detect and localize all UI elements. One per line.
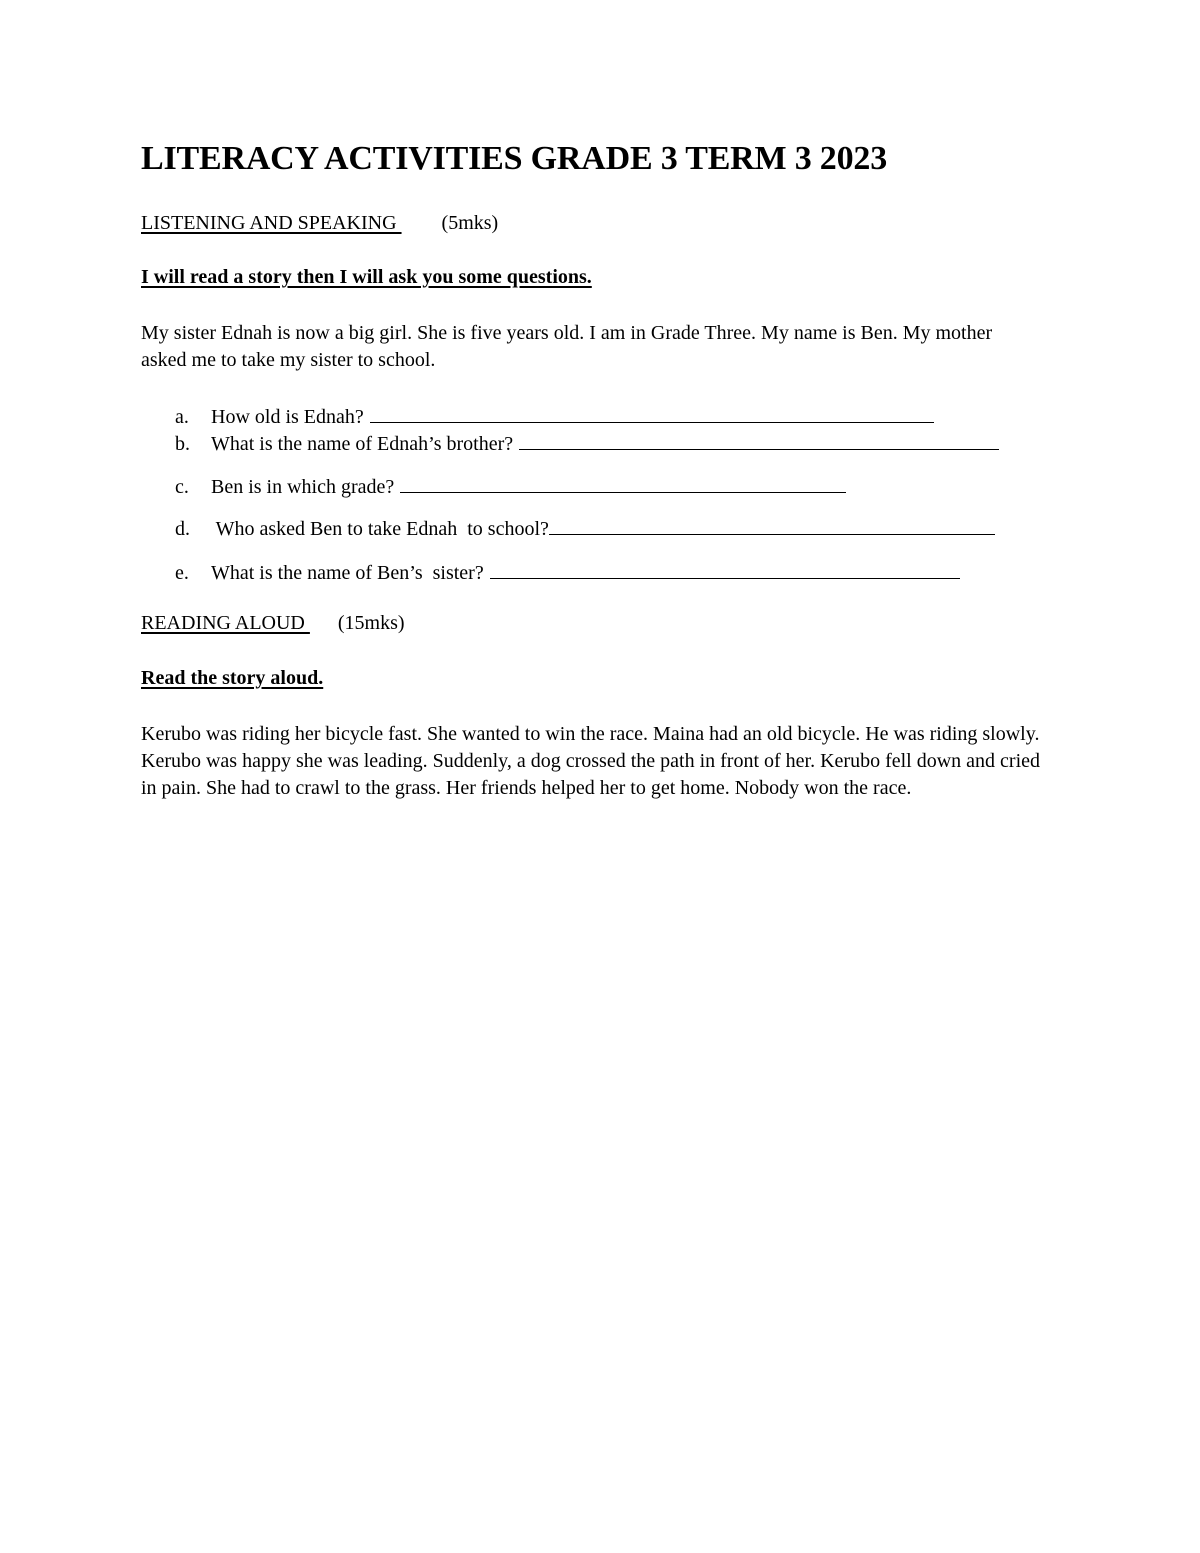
listening-heading-label: LISTENING AND SPEAKING xyxy=(141,212,402,234)
question-letter: d. xyxy=(175,518,190,540)
reading-section-heading xyxy=(141,612,405,635)
listening-section-heading xyxy=(141,212,498,235)
listening-passage: My sister Ednah is now a big girl. She is five years old. I am in Grade Three. My name is Ben. My mother asked me to take my sister to school. xyxy=(141,322,993,371)
question-letter: e. xyxy=(175,562,189,584)
reading-passage: Kerubo was riding her bicycle fast. She wanted to win the race. Maina had an old bicycle. He was riding slowly. Kerubo was happy she was leading. Suddenly, a dog crossed the path in front of her. Kerubo fell down and cried in pain. She had to crawl to the grass. Her friends helped her to get home. Nobody won the race. xyxy=(141,723,1041,799)
page-title: LITERACY ACTIVITIES GRADE 3 TERM 3 2023 xyxy=(141,140,888,177)
reading-heading-label: READING ALOUD xyxy=(141,612,310,634)
reading-marks: (15mks) xyxy=(337,612,405,634)
question-d xyxy=(175,514,995,541)
question-letter: b. xyxy=(175,433,190,455)
answer-blank-c[interactable] xyxy=(400,472,846,493)
listening-marks: (5mks) xyxy=(441,212,499,234)
answer-blank-b[interactable] xyxy=(519,429,999,450)
question-letter: a. xyxy=(175,406,189,428)
question-b xyxy=(175,429,999,456)
question-text: Who asked Ben to take Ednah to school? xyxy=(211,518,549,540)
question-letter: c. xyxy=(175,476,189,498)
answer-blank-e[interactable] xyxy=(490,558,960,579)
question-text: What is the name of Ednah’s brother? xyxy=(211,433,514,455)
question-e xyxy=(175,558,960,585)
listening-instruction: I will read a story then I will ask you some questions. xyxy=(141,266,592,288)
question-c xyxy=(175,472,846,499)
question-text: Ben is in which grade? xyxy=(211,476,395,498)
question-text: What is the name of Ben’s sister? xyxy=(211,562,484,584)
answer-blank-a[interactable] xyxy=(370,402,934,423)
answer-blank-d[interactable] xyxy=(549,514,995,535)
reading-instruction: Read the story aloud. xyxy=(141,667,324,689)
question-a xyxy=(175,402,934,429)
question-text: How old is Ednah? xyxy=(211,406,364,428)
